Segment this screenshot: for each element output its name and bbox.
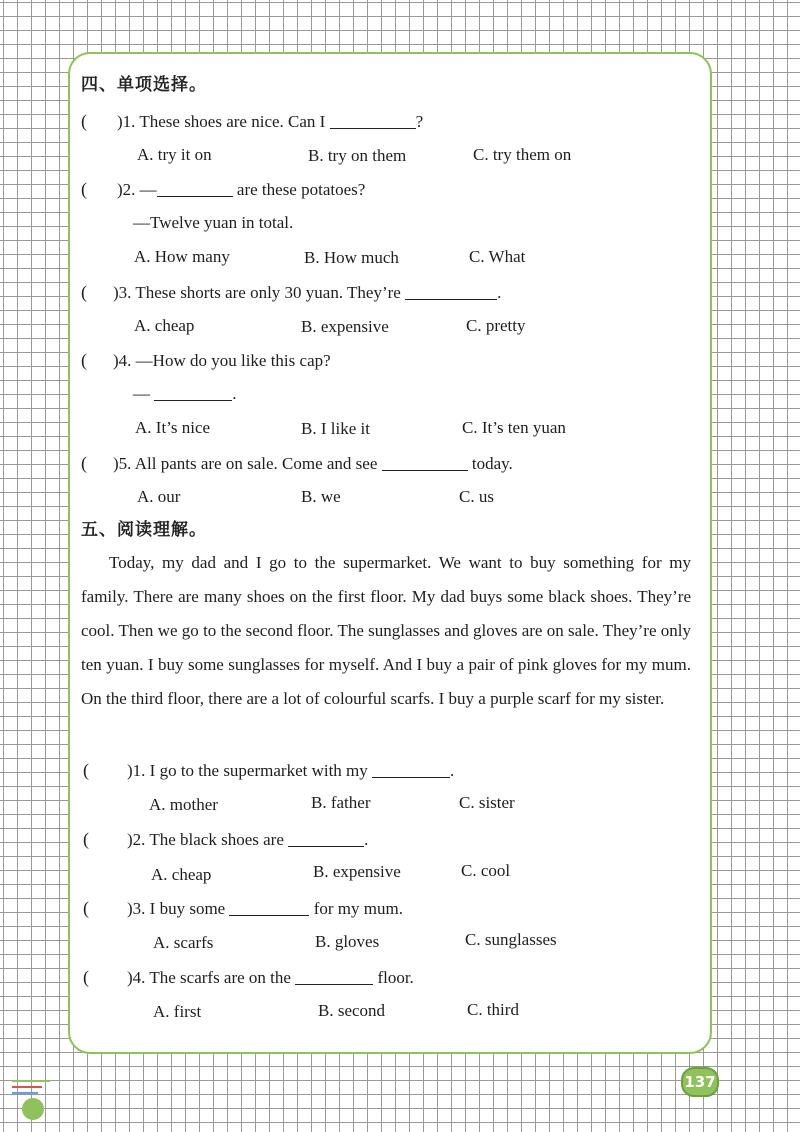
answer-blank[interactable] <box>382 454 468 471</box>
answer-blank[interactable] <box>330 112 416 129</box>
question-4-3: ( )3. These shorts are only 30 yuan. They’re . <box>81 282 502 302</box>
option-b[interactable]: B. expensive <box>313 862 401 881</box>
question-4-2: ( )2. — are these potatoes? <box>81 179 366 199</box>
option-b[interactable]: B. How much <box>304 248 399 267</box>
answer-blank[interactable] <box>288 830 364 847</box>
option-c[interactable]: C. try them on <box>473 145 572 164</box>
option-a[interactable]: A. mother <box>149 795 218 814</box>
answer-blank[interactable] <box>372 761 450 778</box>
question-4-1: ( )1. These shoes are nice. Can I ? <box>81 111 424 131</box>
answer-blank[interactable] <box>154 384 232 401</box>
question-5-3: ( )3. I buy some for my mum. <box>83 898 403 918</box>
option-c[interactable]: C. cool <box>461 861 511 880</box>
answer-blank[interactable] <box>405 283 497 300</box>
answer-paren[interactable]: ( <box>83 967 89 987</box>
section-title-4: 四、单项选择。 <box>81 75 207 95</box>
question-5-4: ( )4. The scarfs are on the floor. <box>83 967 414 987</box>
answer-paren[interactable]: ( <box>81 111 87 131</box>
option-a[interactable]: A. try it on <box>137 145 212 164</box>
answer-paren[interactable]: ( <box>81 282 87 302</box>
answer-blank[interactable] <box>157 180 233 197</box>
option-b[interactable]: B. we <box>301 487 341 506</box>
reply-line: —Twelve yuan in total. <box>133 213 294 232</box>
option-a[interactable]: A. How many <box>134 247 230 266</box>
reply-line: — . <box>133 384 237 403</box>
option-a[interactable]: A. cheap <box>134 316 195 335</box>
option-c[interactable]: C. us <box>459 487 494 506</box>
option-b[interactable]: B. gloves <box>315 932 380 951</box>
option-c[interactable]: C. It’s ten yuan <box>462 418 566 437</box>
question-4-4: ( )4. —How do you like this cap? <box>81 350 331 370</box>
answer-paren[interactable]: ( <box>83 829 89 849</box>
answer-paren[interactable]: ( <box>81 179 87 199</box>
answer-paren[interactable]: ( <box>83 760 89 780</box>
option-c[interactable]: C. third <box>467 1000 519 1019</box>
question-5-2: ( )2. The black shoes are . <box>83 829 369 849</box>
option-c[interactable]: C. sunglasses <box>465 930 557 949</box>
question-4-5: ( )5. All pants are on sale. Come and see today. <box>81 453 513 473</box>
section-title-5: 五、阅读理解。 <box>81 520 207 540</box>
option-b[interactable]: B. expensive <box>301 317 389 336</box>
option-a[interactable]: A. scarfs <box>153 933 214 952</box>
page-number-badge: 137 <box>681 1067 719 1097</box>
option-a[interactable]: A. our <box>137 487 181 506</box>
publisher-logo-icon <box>12 1076 58 1124</box>
answer-blank[interactable] <box>295 968 373 985</box>
option-a[interactable]: A. cheap <box>151 865 212 884</box>
option-a[interactable]: A. first <box>153 1002 202 1021</box>
option-c[interactable]: C. sister <box>459 793 515 812</box>
option-b[interactable]: B. I like it <box>301 419 370 438</box>
option-c[interactable]: C. What <box>469 247 526 266</box>
answer-paren[interactable]: ( <box>83 898 89 918</box>
answer-blank[interactable] <box>229 899 309 916</box>
option-b[interactable]: B. try on them <box>308 146 407 165</box>
option-c[interactable]: C. pretty <box>466 316 526 335</box>
answer-paren[interactable]: ( <box>81 350 87 370</box>
answer-paren[interactable]: ( <box>81 453 87 473</box>
question-5-1: ( )1. I go to the supermarket with my . <box>83 760 455 780</box>
option-b[interactable]: B. second <box>318 1001 386 1020</box>
reading-passage: Today, my dad and I go to the supermarket. We want to buy something for my family. There are many shoes on the first floor. My dad buys some black shoes. They’re cool. Then we go to the second floor. The sunglasses and gloves are on sale. They’re only ten yuan. I buy some sunglasses for myself. And I buy a pair of pink gloves for my mum. On the third floor, there are a lot of colourful scarfs. I buy a purple scarf for my sister. <box>81 553 691 708</box>
option-a[interactable]: A. It’s nice <box>135 418 211 437</box>
option-b[interactable]: B. father <box>311 793 371 812</box>
